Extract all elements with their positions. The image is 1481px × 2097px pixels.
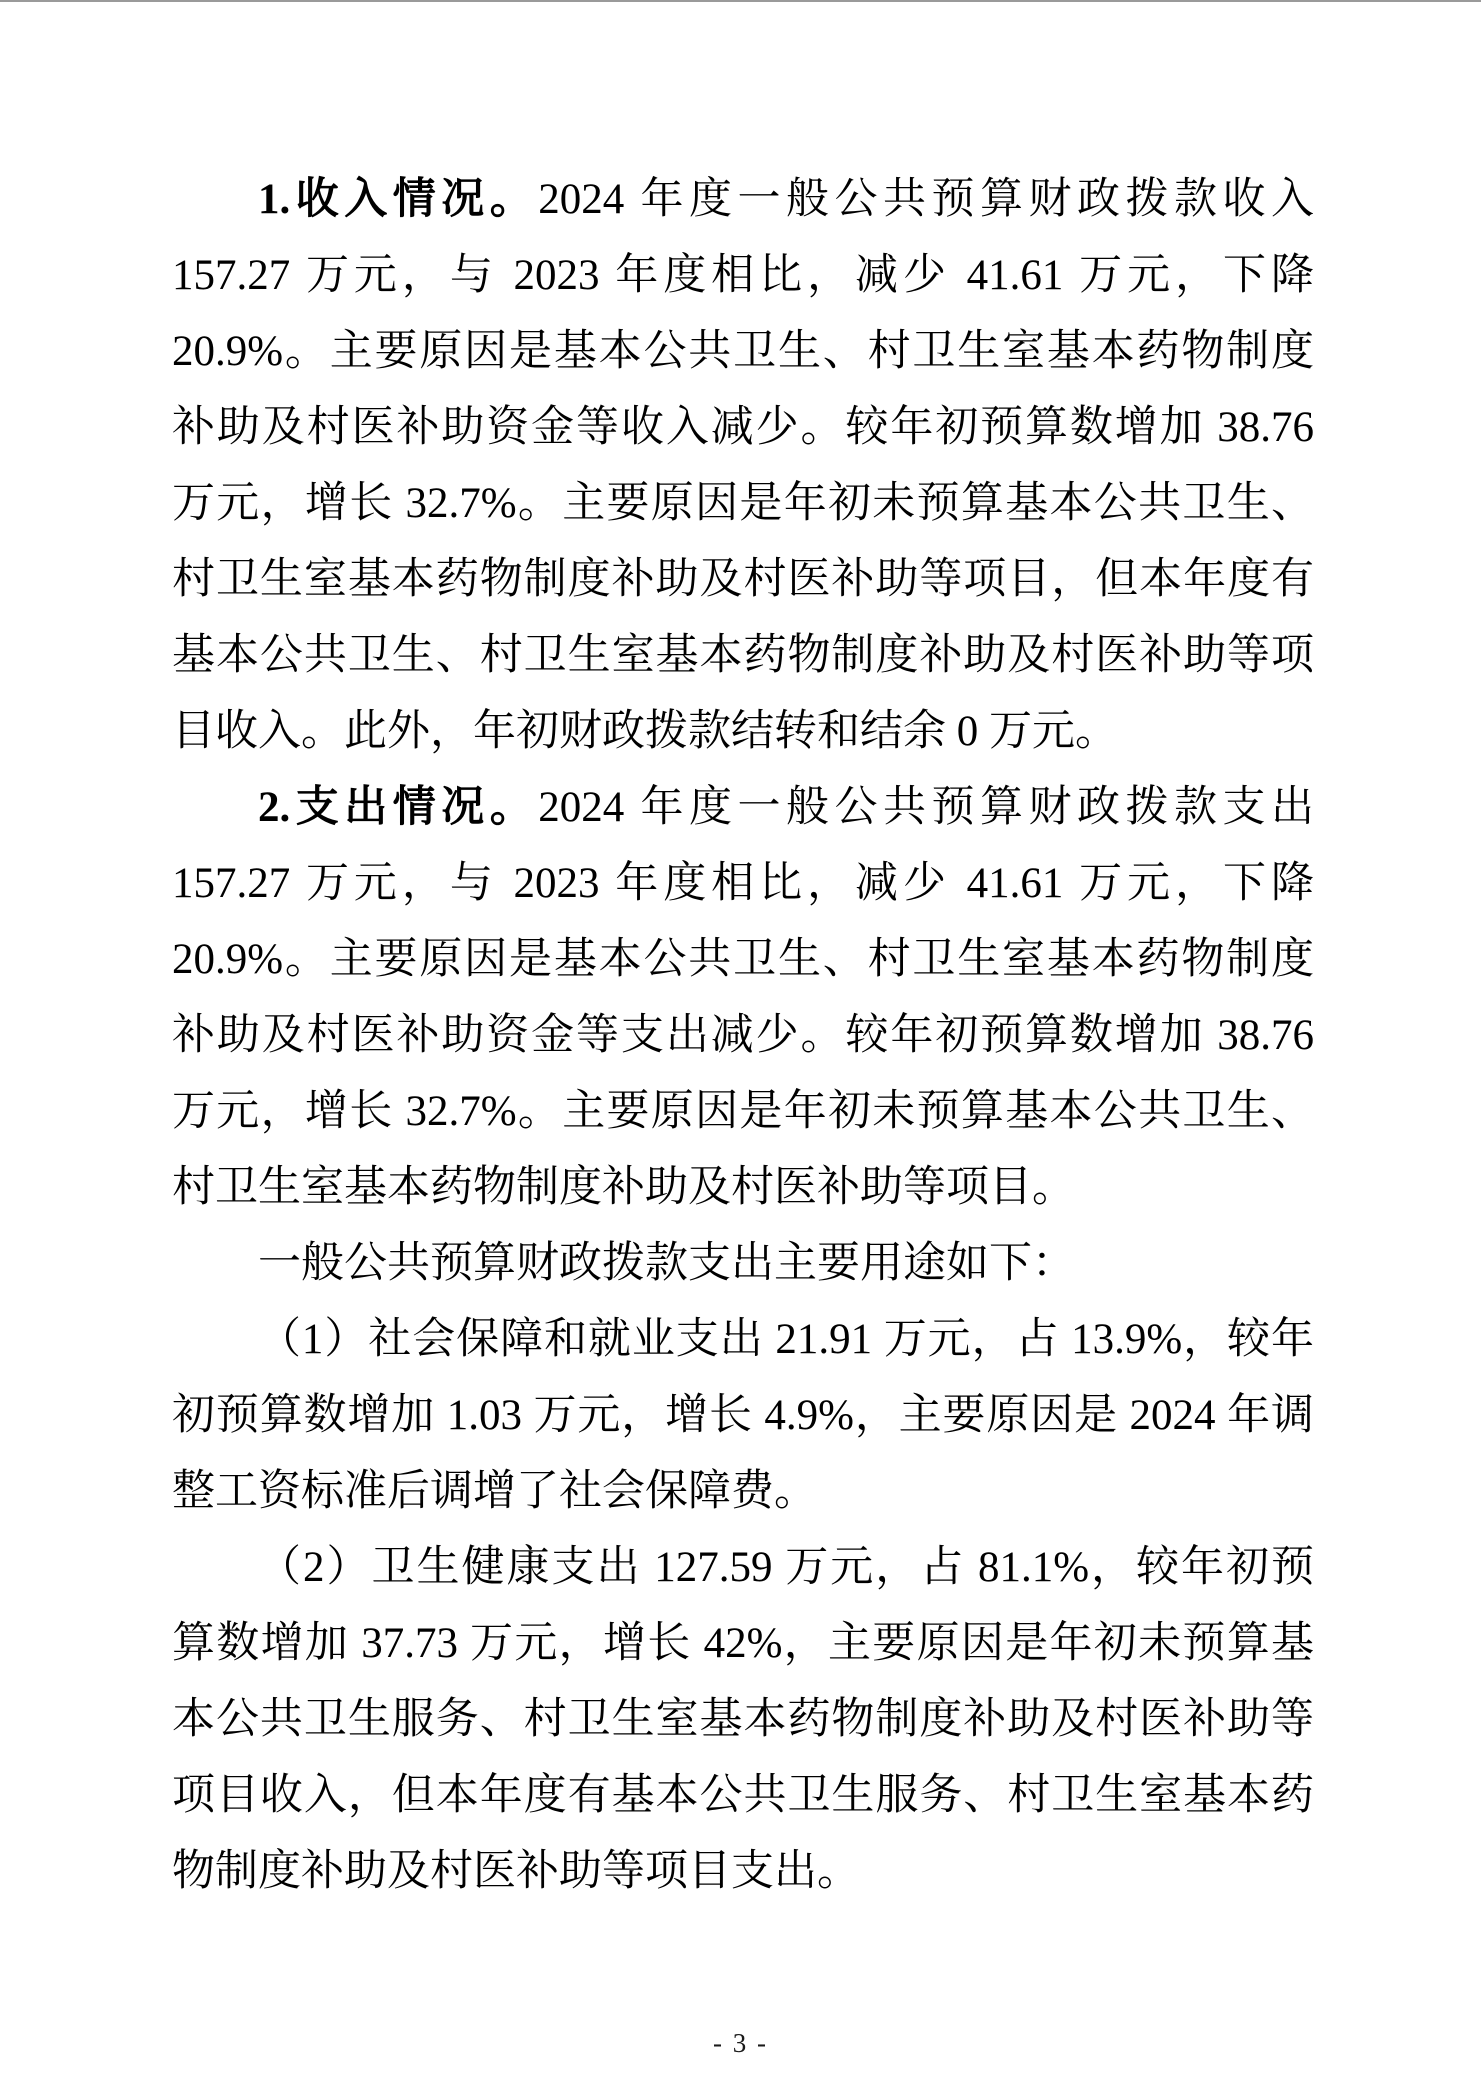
para-usage-item-1 bbox=[172, 1302, 1314, 1530]
document-body bbox=[172, 162, 1314, 1910]
text-run: 2024 年度一般公共预算财政拨款支出 157.27 万元，与 2023 年度相比，减少 41.61 万元，下降 20.9%。主要原因是基本公共卫生、村卫生室基本药物制度补助及村医补助资金等支出减少。较年初预算数增加 38.76 万元，增长 32.7%。主要原因是年初未预算基本公共卫生、村卫生室基本药物制度补助及村医补助等项目。 bbox=[172, 784, 1314, 1211]
para-usage-item-2 bbox=[172, 1530, 1314, 1910]
text-run-bold: 1.收入情况。 bbox=[258, 176, 539, 223]
text-run-bold: 2.支出情况。 bbox=[258, 784, 539, 831]
page-number: - 3 - bbox=[713, 2028, 768, 2058]
text-run: （1）社会保障和就业支出 21.91 万元，占 13.9%，较年初预算数增加 1.03 万元，增长 4.9%，主要原因是 2024 年调整工资标准后调增了社会保障费。 bbox=[172, 1316, 1314, 1515]
page-footer bbox=[0, 2026, 1481, 2060]
para-income-situation bbox=[172, 162, 1314, 770]
text-run: （2）卫生健康支出 127.59 万元，占 81.1%，较年初预算数增加 37.73 万元，增长 42%，主要原因是年初未预算基本公共卫生服务、村卫生室基本药物制度补助及村医补助等项目收入，但本年度有基本公共卫生服务、村卫生室基本药物制度补助及村医补助等项目支出。 bbox=[172, 1544, 1314, 1895]
text-run: 一般公共预算财政拨款支出主要用途如下： bbox=[258, 1240, 1075, 1287]
para-expenditure-situation bbox=[172, 770, 1314, 1226]
page-top-edge-line bbox=[0, 0, 1481, 2]
text-run: 2024 年度一般公共预算财政拨款收入 157.27 万元，与 2023 年度相比，减少 41.61 万元，下降 20.9%。主要原因是基本公共卫生、村卫生室基本药物制度补助及村医补助资金等收入减少。较年初预算数增加 38.76 万元，增长 32.7%。主要原因是年初未预算基本公共卫生、村卫生室基本药物制度补助及村医补助等项目，但本年度有基本公共卫生、村卫生室基本药物制度补助及村医补助等项目收入。此外，年初财政拨款结转和结余 0 万元。 bbox=[172, 176, 1314, 755]
para-usage-intro bbox=[172, 1226, 1314, 1302]
